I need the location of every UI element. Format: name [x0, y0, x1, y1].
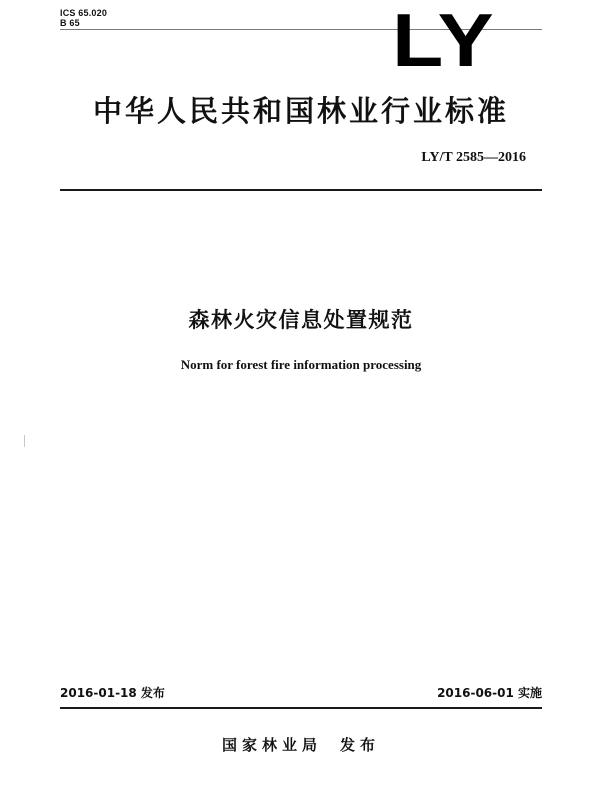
header-divider: [60, 189, 542, 191]
issue-date: 2016-01-18 发布: [60, 686, 165, 700]
issuer-line: [60, 736, 542, 754]
document-title-chinese: 森林火灾信息处置规范: [188, 308, 414, 332]
issuer-action: 发布: [340, 736, 381, 754]
standard-type-title: 中华人民共和国林业行业标准: [92, 94, 509, 128]
standard-number: LY/T 2585—2016: [421, 150, 526, 165]
document-title-english: Norm for forest fire information processing: [180, 357, 422, 372]
implementation-date: 2016-06-01 实施: [437, 686, 542, 700]
classification-codes: [60, 8, 107, 28]
ly-logo: LY: [392, 0, 496, 83]
ics-code: ICS 65.020: [60, 8, 108, 18]
ccs-code: B 65: [60, 18, 80, 28]
issuer-name: 国家林业局: [221, 736, 322, 754]
scan-margin-mark: [24, 435, 25, 447]
footer-divider: [60, 707, 542, 709]
